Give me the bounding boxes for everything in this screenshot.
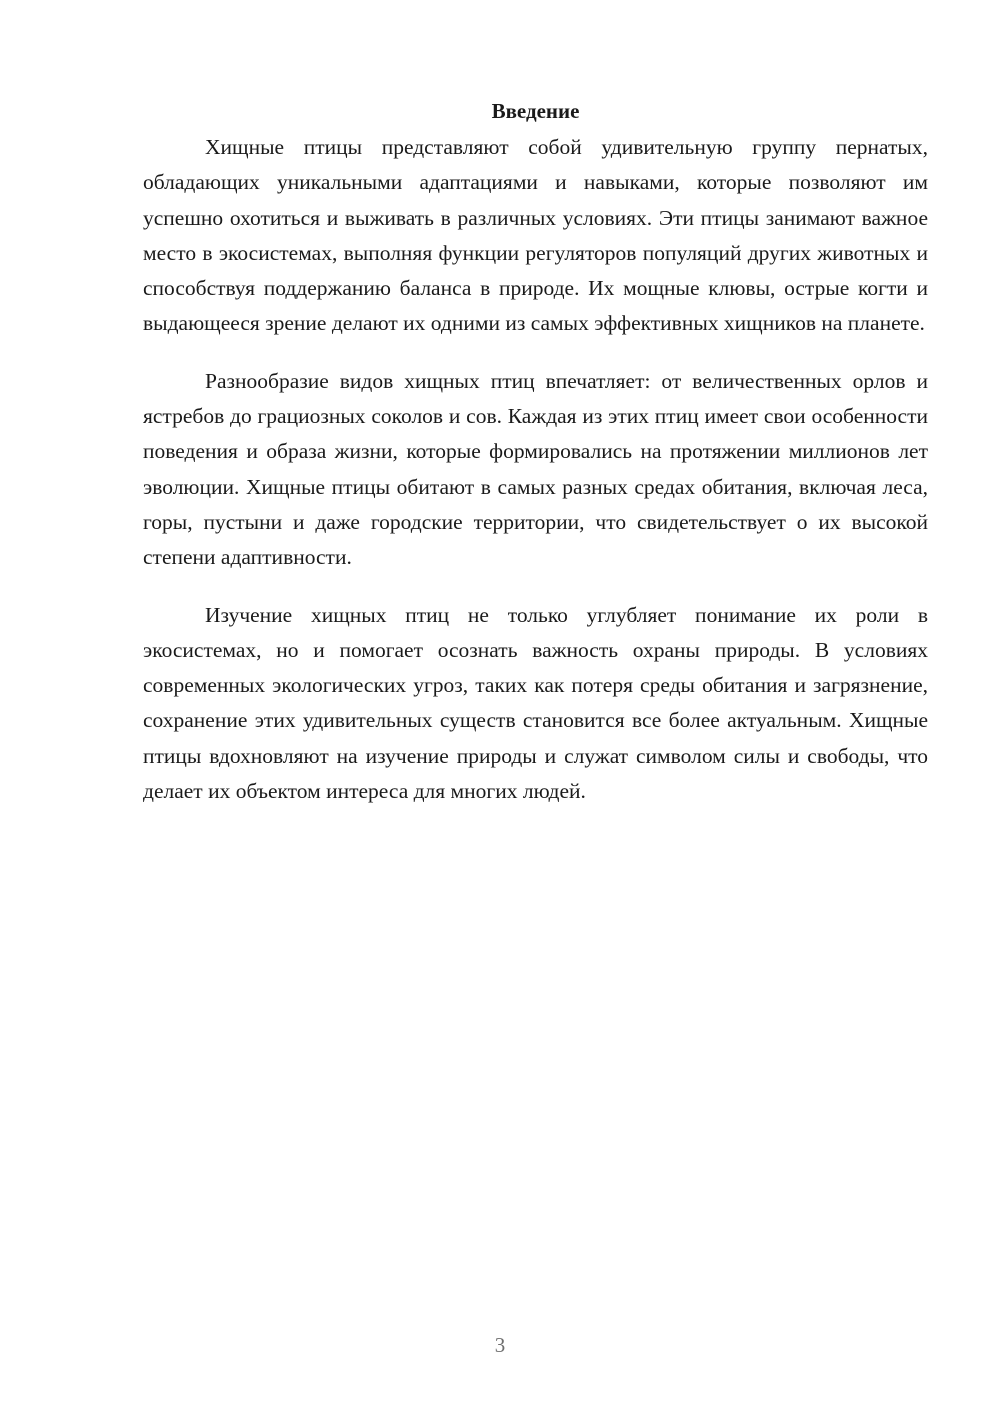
paragraph-1: Хищные птицы представляют собой удивительную группу пернатых, обладающих уникальными адаптациями и навыками, которые позволяют им успешно охотиться и выживать в различных условиях. Эти птицы занимают важное место в экосистемах, выполняя функции регуляторов популяций других животных и способствуя поддержанию баланса в природе. Их мощные клювы, острые когти и выдающееся зрение делают их одними из самых эффективных хищников на планете. bbox=[143, 135, 928, 336]
paragraph-3: Изучение хищных птиц не только углубляет понимание их роли в экосистемах, но и помогает осознать важность охраны природы. В условиях современных экологических угроз, таких как потеря среды обитания и загрязнение, сохранение этих удивительных существ становится все более актуальным. Хищные птицы вдохновляют на изучение природы и служат символом силы и свободы, что делает их объектом интереса для многих людей. bbox=[143, 602, 928, 804]
paragraph-2: Разнообразие видов хищных птиц впечатляет: от величественных орлов и ястребов до грациозных соколов и сов. Каждая из этих птиц имеет свои особенности поведения и образа жизни, которые формировались на протяжении миллионов лет эволюции. Хищные птицы обитают в самых разных средах обитания, включая леса, горы, пустыни и даже городские территории, что свидетельствует о их высокой степени адаптивности. bbox=[143, 368, 928, 570]
page-content bbox=[143, 96, 928, 831]
section-heading: Введение bbox=[491, 99, 580, 123]
page-number: 3 bbox=[494, 1333, 506, 1357]
